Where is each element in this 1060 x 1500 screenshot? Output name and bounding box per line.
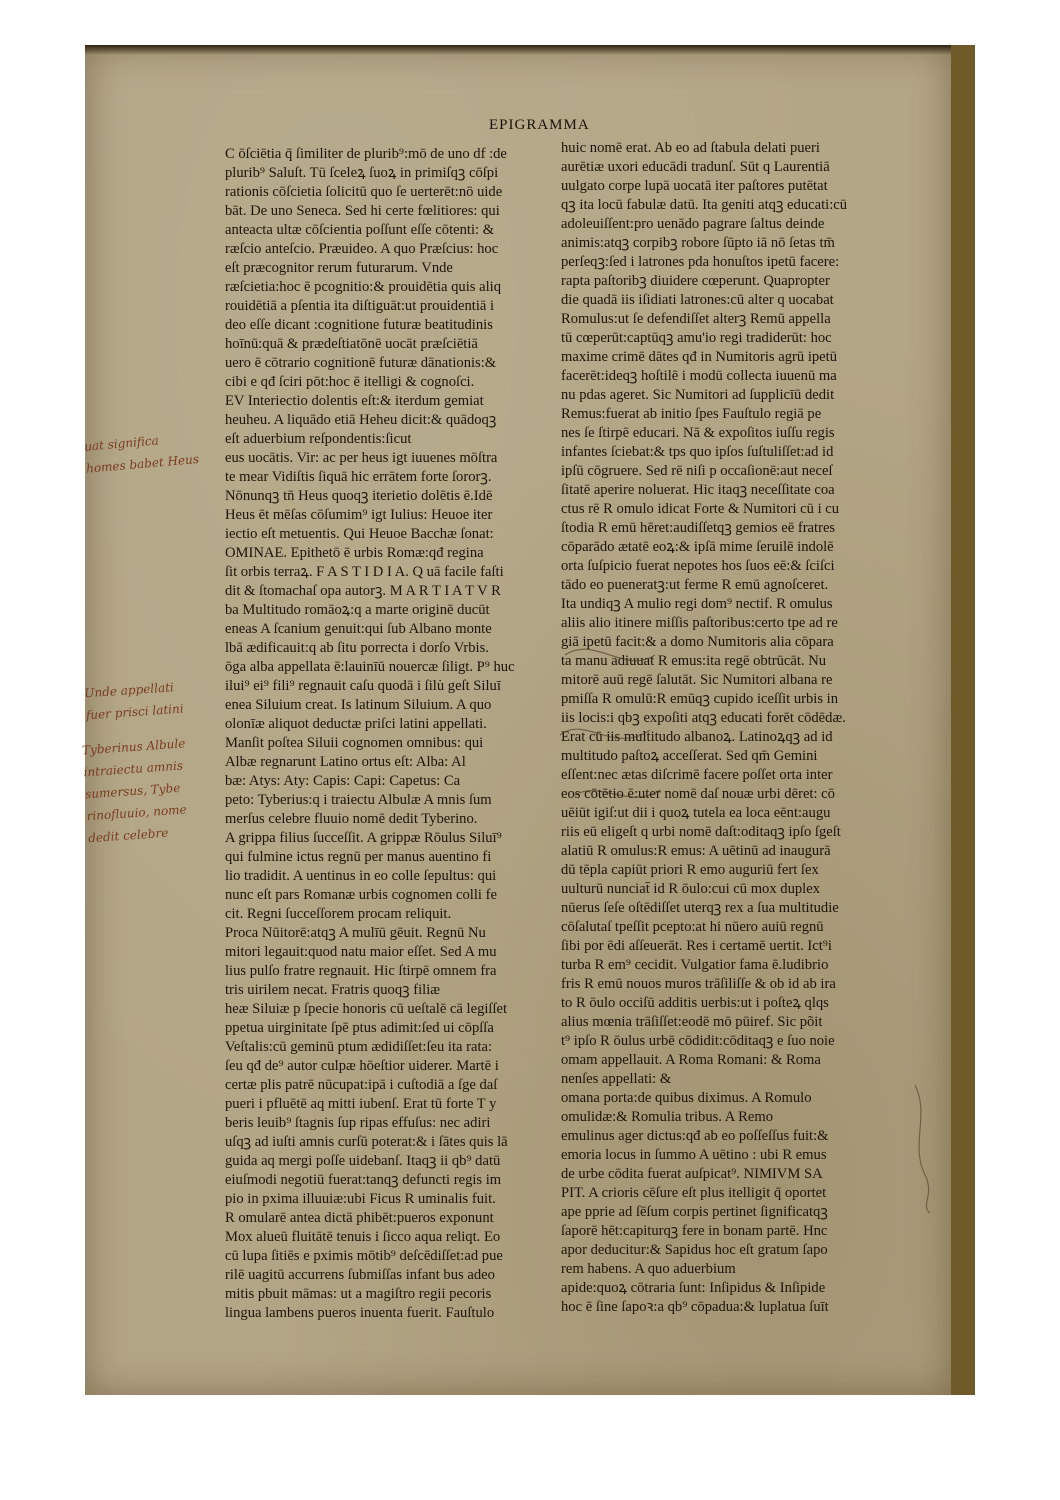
text-line: eneas A ſcanium genuit:qui ſub Albano monte [225, 621, 492, 637]
text-line: nenſes appellati: & [561, 1071, 672, 1087]
text-line: R omularē antea dictā phibēt:pueros exponunt [225, 1210, 494, 1226]
text-line: lingua lambens pueros inuenta fuerit. Fauſtulo [225, 1305, 495, 1321]
text-line: alatiū R omulus:R emus: A uētinū ad inaugurā [561, 843, 831, 859]
text-line: tādo eo pueneratꝫ:ut ferme R emū agnoſceret. [561, 577, 829, 593]
text-line: eſſent:nec ætas diſcrimē facere poſſet orta inter [561, 767, 833, 783]
text-line: rapta paſtoribꝫ diuidere cœperunt. Quapropter [561, 273, 830, 289]
text-line: iectio eſt metuentis. Qui Heuoe Bacchæ ſonat: [225, 526, 494, 542]
scanned-page [81, 45, 975, 1395]
text-line: eiuſmodi negotiū fuerat:tanqꝫ defuncti regis im [225, 1172, 502, 1188]
text-line: ōga alba appellata ē:lauinīū nouercæ ſiligt. P⁹ huc [225, 659, 515, 675]
text-line: emulinus ager dictus:qđ ab eo poſſeſſus fuit:& [561, 1128, 829, 1144]
marginal-note-line: sumersus, Tybe [84, 780, 181, 802]
text-line: ſit orbis terraꝝ. F A S T I D I A. Q uā facile faſti [225, 564, 504, 580]
text-line: adoleuiſſent:pro uenādo pagrare ſaltus deinde [561, 216, 825, 232]
marginal-note-line: rinofluuio, nome [86, 802, 188, 824]
text-line: enea Siluium creat. Is latinum Siluium. A quo [225, 697, 492, 713]
text-line: alius mœnia trāſiſſet:eodē mō pūiref. Sic põit [561, 1014, 823, 1030]
marginal-note-tyberinus [81, 731, 213, 849]
left-text-column [225, 145, 545, 1323]
text-line: de urbe cōdita fuerat auſpicat⁹. NIMIVM SA [561, 1166, 823, 1182]
text-line: eſt aduerbium reſpondentis:ſicut [225, 431, 412, 447]
text-line: fris R emū nouos muros trāſiliſſe & ob id ab ira [561, 976, 836, 992]
text-line: maxime crimē dātes qđ in Numitoris agrū ipetū [561, 349, 837, 365]
text-line: infantes ſciebat:& tps quo ipſos ſuſtuliſſet:ad id [561, 444, 834, 460]
text-line: certæ plis patrē nūcupat:ipā i cuſtodiā a ſge daſ [225, 1077, 498, 1093]
text-line: ræſcietia:hoc ē pcognitio:& prouidētia quis aliq [225, 279, 501, 295]
text-line: orta ſuſpicio fuerat nepotes hos ſuos eē:& ſciſci [561, 558, 835, 574]
text-line: PIT. A crioris cēſure eſt plus itelligit q̄ oportet [561, 1185, 827, 1201]
text-line: uero ē cōtrario cognitionē futuræ dānationis:& [225, 355, 497, 371]
text-line: lbā ædificauit:q ab ſitu porrecta i dorſo Vrbis. [225, 640, 489, 656]
text-line: cōſalutaſ tpeſſit pcepto:at hi nūero auiū regnū [561, 919, 824, 935]
text-line: Nōnunqꝫ tn̄ Heus quoqꝫ iterietio dolētis ē.Idē [225, 488, 493, 504]
text-line: lius pulſo fratre regnauit. Hic ſtirpē omnem fra [225, 963, 497, 979]
marginal-note-line: Unde appellati [83, 680, 175, 701]
text-line: beris leuib⁹ ſtagnis ſup ripas effuſus: nec adiri [225, 1115, 491, 1131]
text-line: dū tēpla capiūt priori R emo auguriū fert ſex [561, 862, 819, 878]
text-line: Remus:fuerat ab initio ſpes Fauſtulo regiā pe [561, 406, 822, 422]
text-line: peto: Tyberius:q i traiectu Albulæ A mnis ſum [225, 792, 492, 808]
text-line: cōparādo ætatē eoꝝ:& ipſā mime ſeruilē indolē [561, 539, 834, 555]
text-line: nūerus ſeſe oſtēdiſſet uterqꝫ rex a ſua multitudie [561, 900, 839, 916]
text-line: qui fulmine ictus regnū per manus auentino fi [225, 849, 492, 865]
text-line: mitorē auū regē ſalutāt. Sic Numitori albana re [561, 672, 833, 688]
text-line: eos cōtētio ē:uter nomē daſ nouæ urbi dēret: cō [561, 786, 835, 802]
text-line: ipſū cōgruere. Sed rē niſi p occaſionē:aut neceſ [561, 463, 833, 479]
text-line: omana porta:de quibus diximus. A Romulo [561, 1090, 812, 1106]
text-line: Proca Nūitorē:atqꝫ A mulīū gēuit. Regnū Nu [225, 925, 486, 941]
marginal-note-line: intraiectu amnis [83, 758, 184, 780]
text-line: rationis cōſcietia ſolicitū quo ſe uerterēt:nō uide [225, 184, 503, 200]
text-line: plurib⁹ Saluſt. Tū ſceleꝝ ſuoꝝ in primiſqꝫ cōſpi [225, 165, 499, 181]
text-line: riis eū eligeſt q urbi nomē daſt:oditaqꝫ ipſo ſgeſt [561, 824, 841, 840]
text-line: lio tradidit. A uentinus in eo colle ſepultus: qui [225, 868, 497, 884]
text-line: ſibi por ēdi aſſeuerāt. Res i certamē uertit. Ict⁹i [561, 938, 832, 954]
text-line: rouidētiā a pſentia ita diſtiguāt:ut prouidentiā i [225, 298, 495, 314]
text-line: Albæ regnarunt Latino ortus eſt: Alba: Al [225, 754, 466, 770]
text-line: olonīæ aliquot deductæ priſci latini appellati. [225, 716, 487, 732]
marginal-note-latini [84, 674, 212, 727]
text-line: ctus rē R omulo idicat Forte & Numitori cū i cu [561, 501, 840, 517]
text-line: pmiſſa R omulū:R emūqꝫ cupido iceſſit urbis in [561, 691, 839, 707]
right-text-column [561, 139, 941, 1317]
text-line: nunc eſt pars Romanæ urbis cognomen colli fe [225, 887, 497, 903]
text-line: apor deducitur:& Sapidus hoc eſt gratum ſapo [561, 1242, 828, 1258]
page-edge-shadow [85, 45, 951, 55]
text-line: ba Multitudo romāoꝝ:q a marte originē ducūt [225, 602, 490, 618]
text-line: iis locis:i qbꝫ expoſiti atqꝫ educati forēt cōdēdæ. [561, 710, 846, 726]
text-line: Manſit poſtea Siluii cognomen omnibus: qui [225, 735, 484, 751]
text-line: anteacta ultæ cōſcientia poſſunt eſſe cōtenti: & [225, 222, 495, 238]
text-line: rilē uagitū accurrens ſubmiſſas infant bus adeo [225, 1267, 495, 1283]
text-line: ilui⁹ ei⁹ fili⁹ regnauit caſu quodā i ſilu̇ geſt Siluī [225, 678, 501, 694]
text-line: aliis alio itinere miſſis paſtoribus:certo tpe ad re [561, 615, 838, 631]
text-line: ta manu adiuuat R emus:ita regē obtrūcāt. Nu [561, 653, 827, 669]
text-line: Mox alueū fluitātē tenuis i ſicco aqua reliqt. Eo [225, 1229, 501, 1245]
marginal-note-line: homes babet Heus [85, 451, 200, 476]
text-line: die quadā iis iſidiati latrones:cū alter q uocabat [561, 292, 834, 308]
text-line: hoīnū:quā & prædeſtiatōnē uocāt præſciētiā [225, 336, 478, 352]
text-line: cibi e qđ ſciri pōt:hoc ē itelligi & cognoſci. [225, 374, 475, 390]
paper-leaf [81, 45, 951, 1395]
text-line: pio in pxima illuuiæ:ubi Ficus R uminalis fuit. [225, 1191, 496, 1207]
text-line: perſeqꝫ:ſed i latrones pda honuſtos ipetū facere: [561, 254, 840, 270]
text-line: guida aq mergi poſſe uidebanſ. Itaqꝫ ii qb⁹ datū [225, 1153, 501, 1169]
text-line: mitis pbuit māmas: ut a magiſtro regii pecoris [225, 1286, 492, 1302]
text-line: huic nomē erat. Ab eo ad ſtabula delati pueri [561, 140, 820, 156]
text-line: heuheu. A liquādo etiā Heheu dicit:& quādoqꝫ [225, 412, 497, 428]
running-head: EPIGRAMMA [489, 117, 590, 133]
text-line: ſitatē aperire noluerat. Hic itaqꝫ neceſſitate coa [561, 482, 835, 498]
text-line: deo eſſe dicant :cognitione futuræ beatitudinis [225, 317, 493, 333]
text-line: nes ſe ſtirpē educari. Nā & expoſitos iuſſu regis [561, 425, 835, 441]
text-line: aurētiæ uxori educādi tradunſ. Sūt q Laurentiā [561, 159, 830, 175]
text-line: turba R em⁹ cecidit. Vulgatior fama ē.ludibrio [561, 957, 829, 973]
text-line: ræſcio anteſcio. Præuideo. A quo Præſcius: hoc [225, 241, 499, 257]
text-line: nu pdas ageret. Sic Numitori ad ſupplicīū dedit [561, 387, 835, 403]
text-line: multitudo paſtoꝝ acceſſerat. Sed qm̄ Gemini [561, 748, 818, 764]
text-line: t⁹ ipſo R ōulus urbē cōdidit:cōditaqꝫ e ſuo noie [561, 1033, 835, 1049]
text-line: animis:atqꝫ corpibꝫ robore ſūpto iā nō ſetas tm̄ [561, 235, 835, 251]
text-line: giā ipetū facit:& a domo Numitoris alia cōpara [561, 634, 834, 650]
text-line: ſtodia R emū hēret:audiſſetqꝫ gemios eē fratres [561, 520, 836, 536]
text-line: dit & ſtomachaſ opa autorꝫ. M A R T I A T V R [225, 583, 501, 599]
text-line: cit. Regni ſucceſſorem procam reliquit. [225, 906, 452, 922]
text-line: te mear Vidiſtis ſiquā hic errātem forte ſororꝫ. [225, 469, 492, 485]
text-line: eſt præcognitor rerum futurarum. Vnde [225, 260, 453, 276]
text-line: Ita undiqꝫ A mulio regi dom⁹ nectif. R omulus [561, 596, 833, 612]
text-line: Erat cū iis multitudo albanoꝝ. Latinoꝝqꝫ ad id [561, 729, 833, 745]
text-line: OMINAE. Epithetō ē urbis Romæ:qđ regina [225, 545, 484, 561]
text-line: uulturū nunciat̄ id R ōulo:cui cū mox duplex [561, 881, 821, 897]
marginal-note-line: fuer prisci latini [85, 701, 184, 723]
text-line: omulidæ:& Romulia tribus. A Remo [561, 1109, 774, 1125]
text-line: Veſtalis:cū geminū ptum ædidiſſet:ſeu ita rata: [225, 1039, 493, 1055]
text-line: Heus ēt mēſas cōſumim⁹ igt Iulius: Heuoe iter [225, 507, 493, 523]
text-line: eus uocātis. Vir: ac per heus igt iuuenes mōſtra [225, 450, 498, 466]
text-line: tris uirilem necat. Fratris quoqꝫ filiæ [225, 982, 440, 998]
text-line: uſqꝫ ad iuſti amnis curſū poterat:& i ſātes quis lā [225, 1134, 508, 1150]
text-line: hoc ē ſine ſapoꝛ:a qb⁹ cōpadua:& luplatua ſuīt [561, 1299, 829, 1315]
text-line: facerēt:ideqꝫ hoſtilē i modū collecta iuuenū ma [561, 368, 837, 384]
text-line: apide:quoꝝ cōtraria ſunt: Inſipidus & Inſipide [561, 1280, 826, 1296]
marginal-note-line: Tyberinus Albule [81, 736, 186, 758]
text-line: pueri i pfluētē aq mitti iubenſ. Erat tū forte T y [225, 1096, 497, 1112]
text-line: Romulus:ut ſe defendiſſet alterꝫ Remū appella [561, 311, 831, 327]
text-line: C ōſciētia q̄ ſimiliter de plurib⁹:mō de uno df :de [225, 146, 507, 162]
text-line: qꝫ ita locū fabulæ datū. Ita geniti atqꝫ educati:cū [561, 197, 848, 213]
text-line: omam appellauit. A Roma Romani: & Roma [561, 1052, 821, 1068]
text-line: cū lupa ſitiēs e pximis mōtib⁹ deſcēdiſſet:ad pue [225, 1248, 503, 1264]
text-line: ppetua uirginitate ſpē ptus adimit:ſed ui cōpſſa [225, 1020, 494, 1036]
marginal-note-line: uat significa [83, 433, 160, 454]
text-line: heæ Siluiæ p ſpecie honoris cū ueſtalē cā legiſſet [225, 1001, 508, 1017]
text-line: merſus celebre fluuio nomē dedit Tyberino. [225, 811, 478, 827]
text-line: tū cœperūt:captūqꝫ amu'io regi tradiderūt: hoc [561, 330, 832, 346]
text-line: EV Interiectio dolentis eſt:& iterdum gemiat [225, 393, 484, 409]
text-line: emoria locus in ſummo A uētino : ubi R emus [561, 1147, 827, 1163]
text-line: uēiūt igiſ:ut dii i quoꝝ tutela ea loca eēnt:augu [561, 805, 831, 821]
text-line: to R ōulo occiſū additis uerbis:ut i poſteꝝ qlqs [561, 995, 829, 1011]
text-line: bāt. De uno Seneca. Sed hi certe fœlitiores: qui [225, 203, 500, 219]
marginal-note-heus [83, 426, 200, 479]
text-line: A grippa filius ſucceſſit. A grippæ Rōulus Siluī⁹ [225, 830, 502, 846]
marginal-note-line: dedit celebre [87, 825, 169, 846]
text-line: mitori legauit:quod natu maior eſſet. Sed A mu [225, 944, 497, 960]
text-line: ſaporē hēt:capiturqꝫ fere in bonam partē. Hnc [561, 1223, 828, 1239]
text-line: bæ: Atys: Aty: Capis: Capi: Capetus: Ca [225, 773, 461, 789]
text-line: uulgato corpe lupā uocatā iter paſtores putētat [561, 178, 828, 194]
text-line: ape pprie ad ſēſum corpis pertinet ſignificatqꝫ [561, 1204, 828, 1220]
text-line: rem habens. A quo aduerbium [561, 1261, 736, 1277]
text-line: ſeu qđ de⁹ autor culpæ hōeſtior uiderer. Martē i [225, 1058, 499, 1074]
